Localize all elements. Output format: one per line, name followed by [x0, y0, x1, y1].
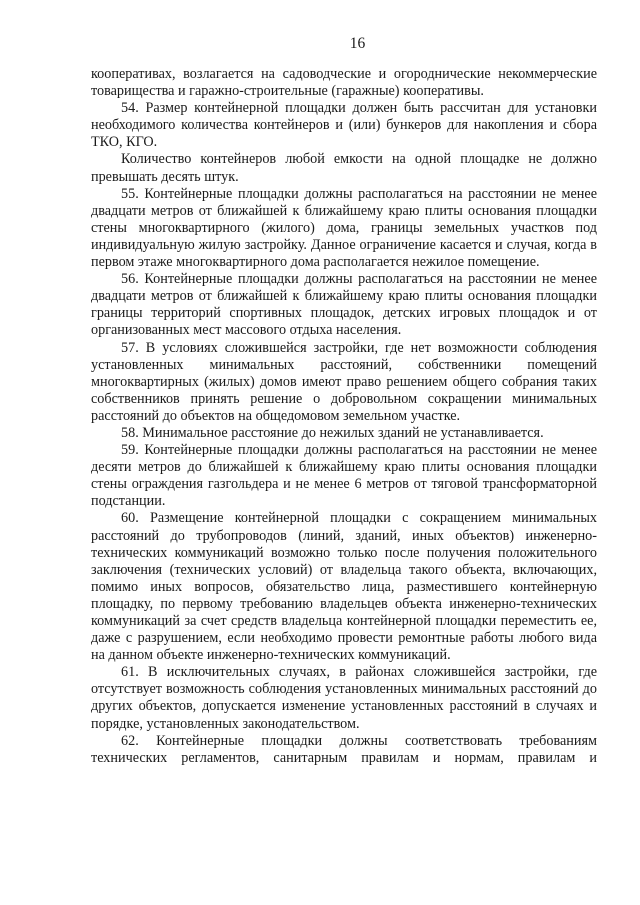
paragraph-59: 59. Контейнерные площадки должны располагаться на расстоянии не менее десяти метров до ближайшей к ближайшему краю плиты основания площадки стены ограждения газгольдера и не менее 6 метров от тяговой трансформаторной подстанции. [91, 442, 597, 510]
paragraph-60: 60. Размещение контейнерной площадки с сокращением минимальных расстояний до трубопроводов (линий, зданий, иных объектов) инженерно-технических коммуникаций возможно только после получения положительного заключения (технических условий) от владельца такого объекта, включающих, помимо иных вопросов, обязательство лица, разместившего контейнерную площадку, по первому требованию владельцев объекта инженерно-технических коммуникаций за счет средств владельца контейнерной площадки переместить ее, даже с разрушением, если необходимо провести ремонтные работы любого вида на данном объекте инженерно-технических коммуникаций. [91, 510, 597, 664]
paragraph-61: 61. В исключительных случаях, в районах сложившейся застройки, где отсутствует возможность соблюдения установленных минимальных расстояний до других объектов, допускается изменение установленных расстояний в случаях и порядке, установленных законодательством. [91, 664, 597, 732]
paragraph-56: 56. Контейнерные площадки должны располагаться на расстоянии не менее двадцати метров от ближайшей к ближайшему краю плиты основания площадки границы территорий спортивных площадок, детских игровых площадок и от организованных мест массового отдыха населения. [91, 271, 597, 339]
paragraph-54: 54. Размер контейнерной площадки должен быть рассчитан для установки необходимого количества контейнеров и (или) бункеров для накопления и сбора ТКО, КГО. [91, 100, 597, 151]
paragraph-cooperatives-continued: кооперативах, возлагается на садоводческие и огороднические некоммерческие товарищества и гаражно-строительные (гаражные) кооперативы. [91, 66, 597, 100]
paragraph-55: 55. Контейнерные площадки должны располагаться на расстоянии не менее двадцати метров от ближайшей к ближайшему краю плиты основания площадки стены многоквартирного (жилого) дома, границы земельных участков под индивидуальную жилую застройку. Данное ограничение касается и случая, когда в первом этаже многоквартирного дома располагается нежилое помещение. [91, 185, 597, 271]
paragraph-62: 62. Контейнерные площадки должны соответствовать требованиям технических регламентов, санитарным правилам и нормам, правилам и [91, 732, 597, 766]
page-number: 16 [349, 35, 366, 52]
paragraph-57: 57. В условиях сложившейся застройки, где нет возможности соблюдения установленных минимальных расстояний, собственники помещений многоквартирных (жилых) домов имеют право решением общего собрания таких собственников принять решение о добровольном сокращении минимальных расстояний до объектов на общедомовом земельном участке. [91, 339, 597, 424]
paragraph-54-container-count: Количество контейнеров любой емкости на одной площадке не должно превышать десять штук. [91, 151, 597, 185]
paragraph-58: 58. Минимальное расстояние до нежилых зданий не устанавливается. [121, 424, 544, 441]
document-body [91, 66, 597, 767]
